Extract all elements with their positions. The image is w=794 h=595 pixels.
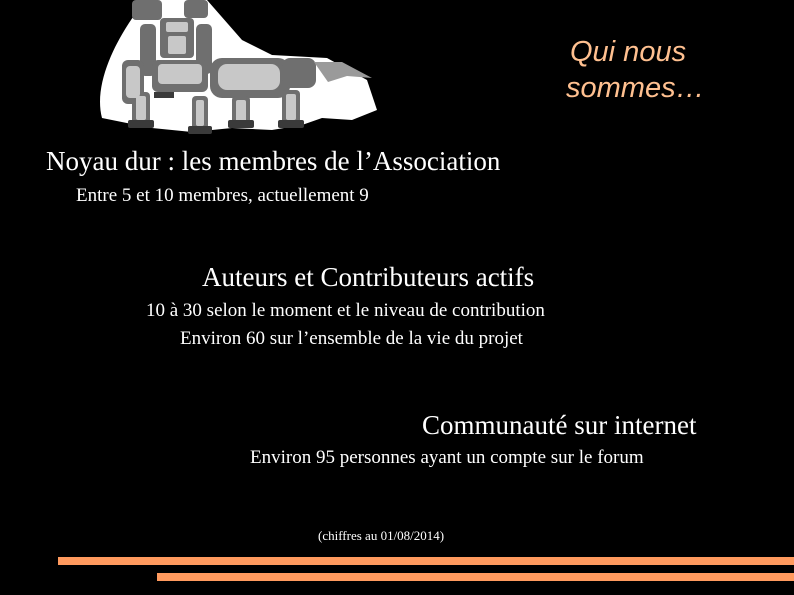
slide-title: [566, 34, 705, 106]
accent-bar-bottom: [157, 573, 794, 581]
section-community-heading: Communauté sur internet: [422, 410, 697, 440]
footnote-date: (chiffres au 01/08/2014): [318, 528, 445, 543]
section-core-detail: Entre 5 et 10 membres, actuellement 9: [76, 185, 369, 206]
section-contributors-detail-1: 10 à 30 selon le moment et le niveau de contribution: [146, 300, 545, 321]
section-core-heading: Noyau dur : les membres de l’Association: [46, 146, 501, 176]
section-community-detail: Environ 95 personnes ayant un compte sur le forum: [250, 447, 644, 468]
robot-centaur-illustration: [92, 0, 382, 138]
title-line-1: Qui nous: [570, 36, 687, 68]
title-line-2: sommes…: [566, 72, 705, 104]
section-contributors-detail-2: Environ 60 sur l’ensemble de la vie du projet: [180, 328, 523, 349]
section-contributors-heading: Auteurs et Contributeurs actifs: [202, 262, 535, 292]
accent-bar-top: [58, 557, 794, 565]
